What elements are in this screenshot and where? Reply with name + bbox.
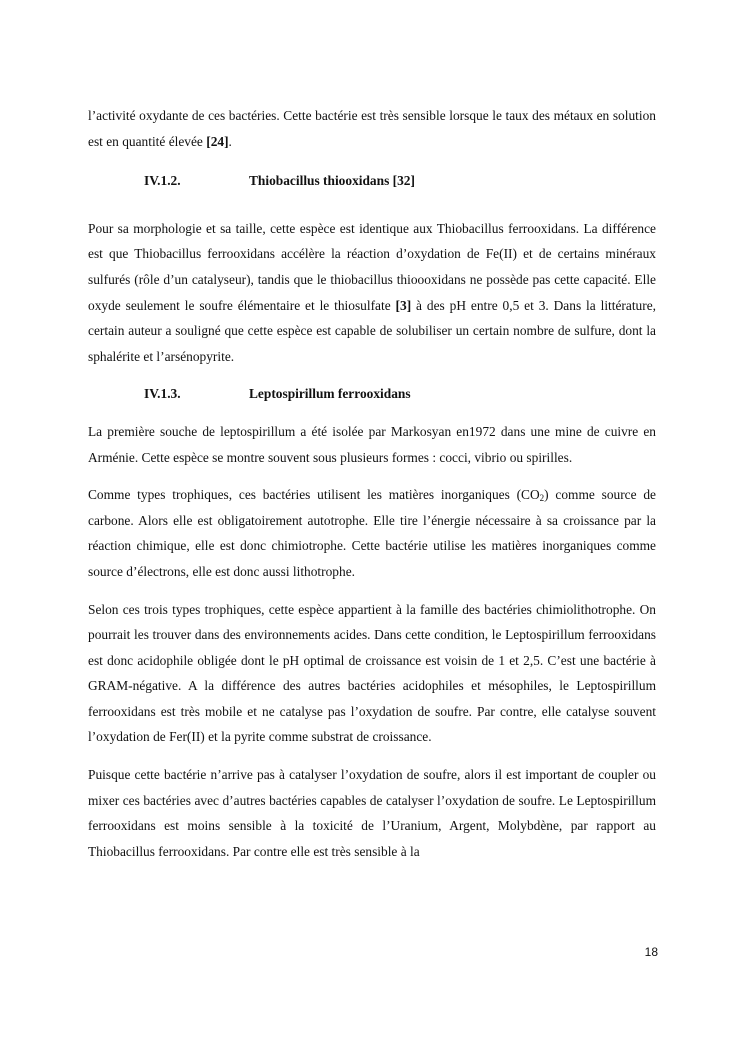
citation-ref: [3] xyxy=(395,297,412,313)
document-body xyxy=(88,103,656,864)
section-heading-thiooxidans xyxy=(144,168,656,194)
paragraph-text: l’activité oxydante de ces bactéries. Cette bactérie est très sensible lorsque le taux des métaux en solution est en quantité élevée xyxy=(88,108,656,149)
citation-ref: [24] xyxy=(206,133,229,149)
section-number: IV.1.2. xyxy=(144,173,181,189)
paragraph-text: Pour sa morphologie et sa taille, cette espèce est identique aux Thiobacillus ferrooxidans. La différence est que Thiobacillus ferrooxidans accélère la réaction d’oxydation de Fe(II) et de certains minéraux sulfurés (rôle d’un catalyseur), tandis que le thiobacillus thioooxidans ne possède pas cette capacité. Elle oxyde seulement le soufre élémentaire et le thiosulfate xyxy=(88,220,656,313)
section-title: Leptospirillum ferrooxidans xyxy=(249,386,411,402)
paragraph-thiooxidans-morphology xyxy=(88,216,656,370)
section-title: Thiobacillus thiooxidans [32] xyxy=(249,173,415,189)
section-number: IV.1.3. xyxy=(144,386,181,402)
section-heading-leptospirillum xyxy=(144,381,656,407)
paragraph-sulfur-oxidation: Puisque cette bactérie n’arrive pas à catalyser l’oxydation de soufre, alors il est important de coupler ou mixer ces bactéries avec d’autres bactéries capables de catalyser l’oxydation de soufre. Le Leptospirillum ferrooxidans est moins sensible à la toxicité de l’Uranium, Argent, Molybdène, par rapport au Thiobacillus ferrooxidans. Par contre elle est très sensible à la xyxy=(88,767,656,859)
paragraph-end: . xyxy=(228,133,232,149)
paragraph-text: à des pH entre 0,5 et 3. Dans la littérature, certain auteur a souligné que cette espèce est capable de solubiliser un certain nombre de sulfure, dont la sphalérite et l’arsénopyrite. xyxy=(88,297,656,364)
paragraph-trophic-types xyxy=(88,482,656,584)
paragraph-text: ) comme source de carbone. Alors elle est obligatoirement autotrophe. Elle tire l’énergie nécessaire à sa croissance par la réaction chimique, elle est donc chimiotrophe. Cette bactérie utilise les matières inorganiques comme source d’électrons, elle est donc aussi lithotrophe. xyxy=(88,487,656,579)
paragraph-bacteria-sensitivity xyxy=(88,103,656,154)
paragraph-chemolithotroph: Selon ces trois types trophiques, cette espèce appartient à la famille des bactéries chimiolithotrophe. On pourrait les trouver dans des environnements acides. Dans cette condition, le Leptospirillum ferrooxidans est donc acidophile obligée dont le pH optimal de croissance est voisin de 1 et 2,5. C’est une bactérie à GRAM-négative. A la différence des autres bactéries acidophiles et mésophiles, le Leptospirillum ferrooxidans est très mobile et ne catalyse pas l’oxydation de soufre. Par contre, elle catalyse souvent l’oxydation de Fer(II) et la pyrite comme substrat de croissance. xyxy=(88,601,656,745)
paragraph-first-strain: La première souche de leptospirillum a été isolée par Markosyan en1972 dans une mine de cuivre en Arménie. Cette espèce se montre souvent sous plusieurs formes : cocci, vibrio ou spirilles. xyxy=(88,423,656,465)
subscript: 2 xyxy=(539,493,545,504)
paragraph-text: Comme types trophiques, ces bactéries utilisent les matières inorganiques (CO xyxy=(88,487,540,503)
page-number: 18 xyxy=(644,945,658,959)
